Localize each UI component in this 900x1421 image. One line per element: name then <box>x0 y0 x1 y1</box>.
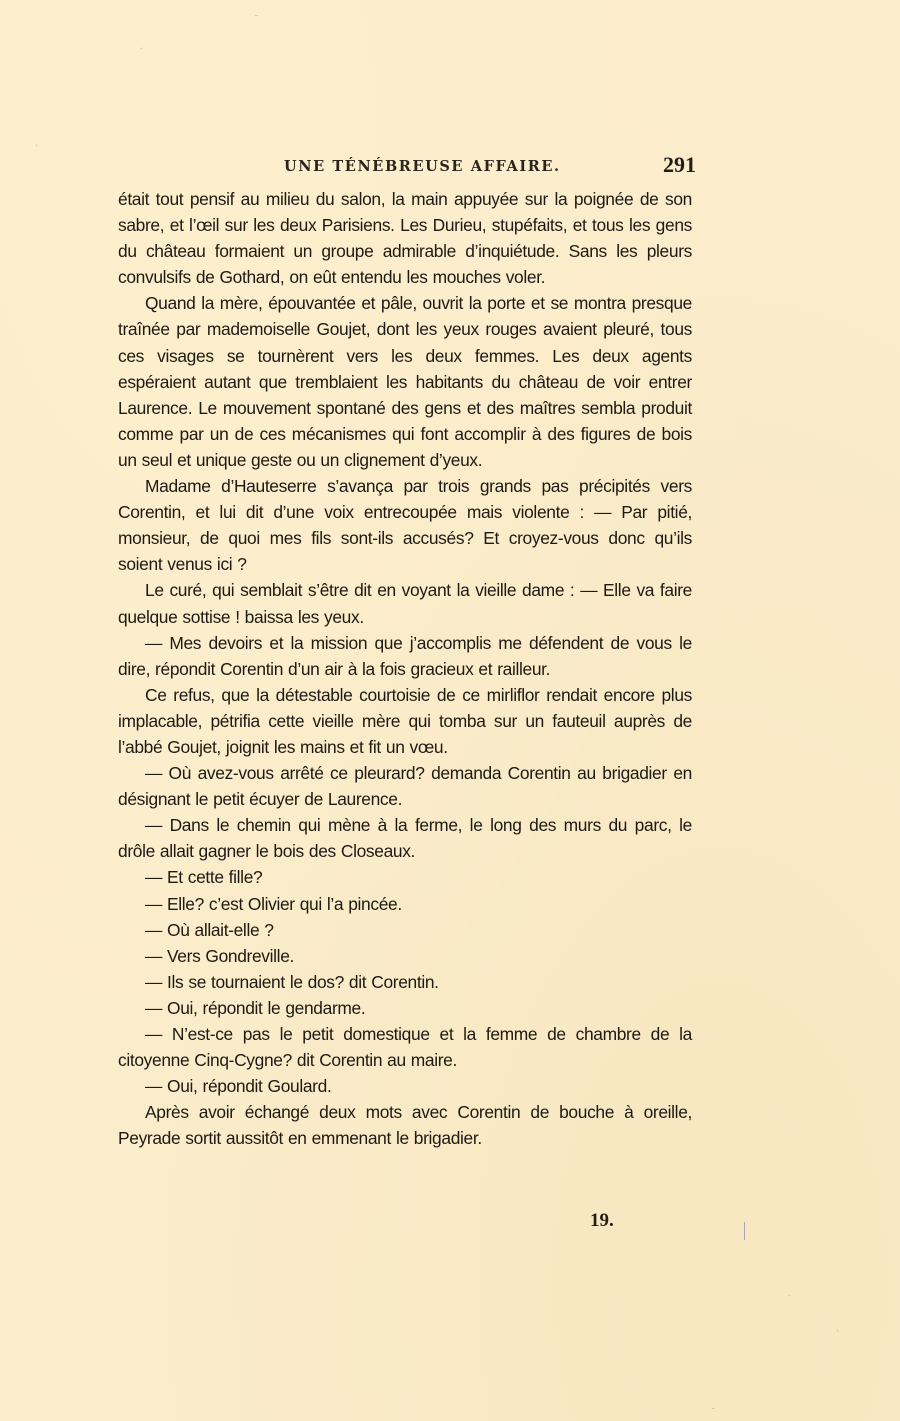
paper-speck <box>255 15 258 16</box>
dialogue-line: — Elle? c’est Olivier qui l’a pincée. <box>145 893 402 914</box>
dialogue-line: — Ils se tournaient le dos? dit Corentin. <box>145 971 439 992</box>
signature-mark: 19. <box>590 1210 614 1231</box>
paper-speck <box>788 1294 791 1296</box>
paper-speck <box>712 1408 715 1409</box>
paragraph: Madame d’Hauteserre s’avança par trois grands pas précipités vers Corentin, et lui dit d’une voix entrecoupée mais violente : — Par pitié, monsieur, de quoi mes fils sont-ils accusés? Et croyez-vous donc qu’ils soient venus ici ? <box>118 476 692 575</box>
dialogue-line: — Oui, répondit le gendarme. <box>145 997 366 1018</box>
running-head <box>118 150 696 186</box>
dialogue-line: — Dans le chemin qui mène à la ferme, le long des murs du parc, le drôle allait gagner le bois des Closeaux. <box>118 815 692 862</box>
paragraph-continuation: était tout pensif au milieu du salon, la main appuyée sur la poignée de son sabre, et l’œil sur les deux Parisiens. Les Durieu, stupéfaits, et tous les gens du château formaient un groupe admirable d’inquiétude. Sans les pleurs convulsifs de Gothard, on eût entendu les mouches voler. <box>118 189 692 288</box>
paragraph: Ce refus, que la détestable courtoisie de ce mirliflor rendait encore plus implacable, pétrifia cette vieille mère qui tomba sur un fauteuil auprès de l’abbé Goujet, joignit les mains et fit un vœu. <box>118 684 692 757</box>
paper-speck <box>837 1329 839 1332</box>
paragraph: Quand la mère, épouvantée et pâle, ouvrit la porte et se montra presque traînée par mademoiselle Goujet, dont les yeux rouges avaient pleuré, tous ces visages se tournèrent vers les deux femmes. Les deux agents espéraient autant que tremblaient les habitants du château de voir entrer Laurence. Le mouvement spontané des gens et des maîtres sembla produit comme par un de ces mécanismes qui font accomplir à des figures de bois un seul et unique geste ou un clignement d’yeux. <box>118 293 692 470</box>
dialogue-line: — Mes devoirs et la mission que j’accomplis me défendent de vous le dire, répondit Corentin d’un air à la fois gracieux et railleur. <box>118 632 692 679</box>
paragraph: Après avoir échangé deux mots avec Corentin de bouche à oreille, Peyrade sortit aussitôt en emmenant le brigadier. <box>118 1102 692 1149</box>
paper-speck <box>35 144 37 147</box>
page-number: 291 <box>663 152 696 177</box>
dialogue-line: — Oui, répondit Goulard. <box>145 1076 332 1097</box>
dialogue-line: — Et cette fille? <box>145 867 263 888</box>
dialogue-line: — Où allait-elle ? <box>145 919 274 940</box>
paragraph: Le curé, qui semblait s’être dit en voyant la vieille dame : — Elle va faire quelque sottise ! baissa les yeux. <box>118 580 692 627</box>
dialogue-line: — Où avez-vous arrêté ce pleurard? demanda Corentin au brigadier en désignant le petit écuyer de Laurence. <box>118 763 692 810</box>
running-title: UNE TÉNÉBREUSE AFFAIRE. <box>284 158 561 175</box>
page-edge-mark <box>744 1222 745 1240</box>
dialogue-line: — N’est-ce pas le petit domestique et la femme de chambre de la citoyenne Cinq-Cygne? dit Corentin au maire. <box>118 1024 692 1071</box>
book-page <box>118 150 696 1151</box>
body-text <box>118 186 692 1151</box>
dialogue-line: — Vers Gondreville. <box>145 945 294 966</box>
paper-speck <box>140 47 143 49</box>
